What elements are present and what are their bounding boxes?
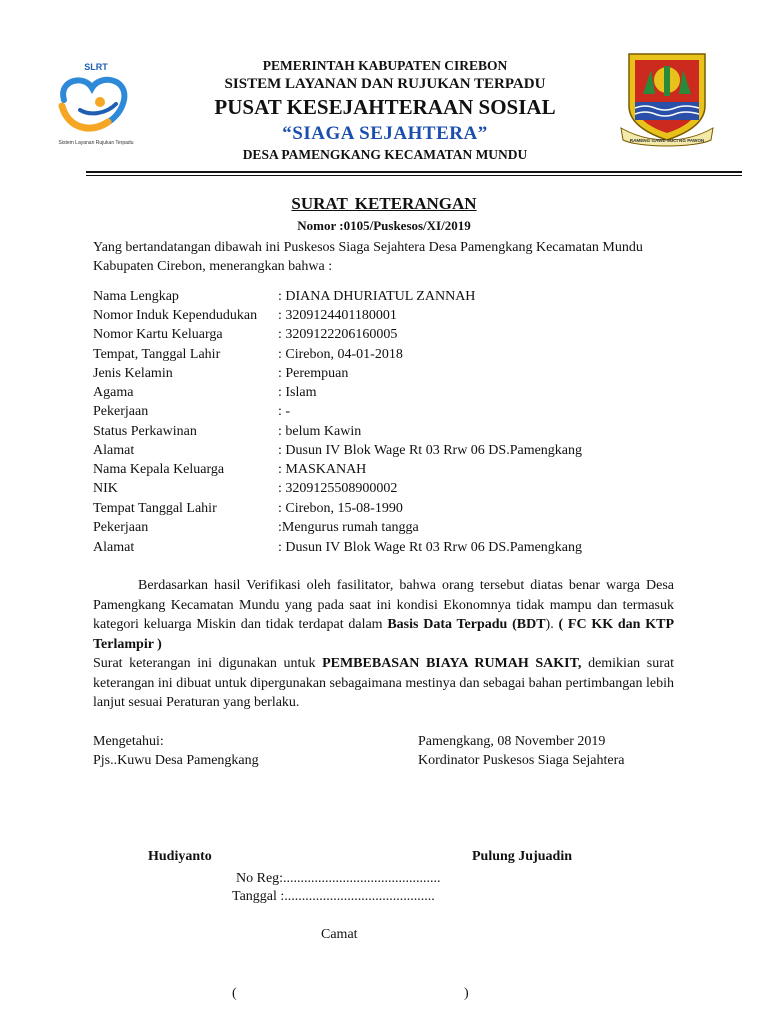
camat-title: Camat [321, 927, 358, 942]
field-value: : Dusun IV Blok Wage Rt 03 Rrw 06 DS.Pamengkang [278, 443, 583, 458]
letter-date: Pamengkang, 08 November 2019 [418, 734, 606, 749]
field-value: : Cirebon, 15-08-1990 [278, 501, 403, 516]
field-label: Nama Kepala Keluarga [93, 462, 225, 477]
verification-text: Berdasarkan hasil Verifikasi oleh fasilitator, bahwa orang tersebut diatas benar warga Desa Pamengkang Kecamatan Mundu yang pada saat ini kondisi Ekonomnya tidak mampu dan termasuk kategori keluarga Miskin dan tidak terdapat dalam [93, 578, 674, 632]
registration-number: No Reg:............................................. [236, 871, 441, 886]
field-value: : - [278, 404, 291, 419]
intro-paragraph: Yang bertandatangan dibawah ini Puskesos Siaga Sejahtera Desa Pamengkang Kecamatan Mundu Kabupaten Cirebon, menerangkan bahwa : [93, 240, 643, 274]
header-line-government: PEMERINTAH KABUPATEN CIREBON [262, 58, 508, 73]
header-line-motto: “SIAGA SEJAHTERA” [282, 123, 488, 144]
acknowledged-heading: Mengetahui: [93, 734, 164, 749]
field-label: Pekerjaan [93, 404, 149, 419]
cirebon-emblem [615, 48, 719, 152]
camat-signature-open: ( [232, 986, 237, 1001]
slrt-logo-brand: SLRT [84, 62, 108, 72]
slrt-logo [50, 58, 142, 150]
field-value: : Islam [278, 385, 317, 400]
right-signer-name: Pulung Jujuadin [472, 849, 572, 864]
field-label: Tempat Tanggal Lahir [93, 501, 217, 516]
purpose-paragraph [93, 654, 674, 713]
field-label: Jenis Kelamin [93, 366, 173, 381]
camat-signature-close: ) [464, 986, 469, 1001]
field-label: Pekerjaan [93, 520, 149, 535]
field-label: Alamat [93, 540, 135, 555]
bdt-term: Basis Data Terpadu (BDT [387, 617, 546, 632]
verification-paragraph [93, 576, 674, 654]
header-line-center: PUSAT KESEJAHTERAAN SOSIAL [214, 95, 556, 119]
field-value: : MASKANAH [278, 462, 367, 477]
header-line-system: SISTEM LAYANAN DAN RUJUKAN TERPADU [224, 76, 546, 92]
field-label: Nomor Induk Kependudukan [93, 308, 258, 323]
field-label: NIK [93, 481, 118, 496]
left-signer-role: Pjs..Kuwu Desa Pamengkang [93, 753, 259, 768]
field-label: Status Perkawinan [93, 424, 197, 439]
header-rule-thin [86, 175, 742, 176]
emblem-ribbon-text: RAMENG GAWE SUCI NG PAWON [629, 138, 705, 143]
field-value: : Cirebon, 04-01-2018 [278, 347, 403, 362]
document-title: SURAT KETERANGAN [291, 194, 477, 213]
purpose-highlight: PEMBEBASAN BIAYA RUMAH SAKIT, [322, 656, 582, 671]
field-label: Nomor Kartu Keluarga [93, 327, 223, 342]
field-label: Alamat [93, 443, 135, 458]
field-label: Agama [93, 385, 134, 400]
field-value: :Mengurus rumah tangga [278, 520, 419, 535]
field-value: : Perempuan [278, 366, 349, 381]
field-value: : belum Kawin [278, 424, 362, 439]
purpose-text: Surat keterangan ini digunakan untuk [93, 656, 323, 671]
field-label: Nama Lengkap [93, 289, 179, 304]
attachment-note: ( FC KK dan KTP Terlampir ) [93, 617, 674, 652]
cirebon-emblem-graphic [615, 48, 719, 152]
document-number: Nomor :0105/Puskesos/XI/2019 [297, 218, 471, 233]
field-value: : DIANA DHURIATUL ZANNAH [278, 289, 476, 304]
field-value: : 3209122206160005 [278, 327, 398, 342]
slrt-logo-graphic [50, 58, 142, 150]
registration-date: Tanggal :........................................... [232, 889, 435, 904]
left-signer-name: Hudiyanto [148, 849, 212, 864]
header-line-village: DESA PAMENGKANG KECAMATAN MUNDU [242, 147, 528, 162]
slrt-logo-caption: Sistem Layanan Rujukan Terpadu [58, 140, 134, 146]
header-rule-thick [86, 171, 742, 173]
field-value: : 3209125508900002 [278, 481, 398, 496]
verification-text-tail: ). [545, 617, 559, 632]
field-value: : Dusun IV Blok Wage Rt 03 Rrw 06 DS.Pamengkang [278, 540, 583, 555]
purpose-text-tail: demikian surat keterangan ini dibuat untuk dipergunakan sebagaimana mestinya dan sebagai bahan pertimbangan lebih lanjut sesuai Peraturan yang berlaku. [93, 656, 674, 710]
right-signer-role: Kordinator Puskesos Siaga Sejahtera [418, 753, 625, 768]
field-label: Tempat, Tanggal Lahir [93, 347, 221, 362]
field-value: : 3209124401180001 [278, 308, 397, 323]
